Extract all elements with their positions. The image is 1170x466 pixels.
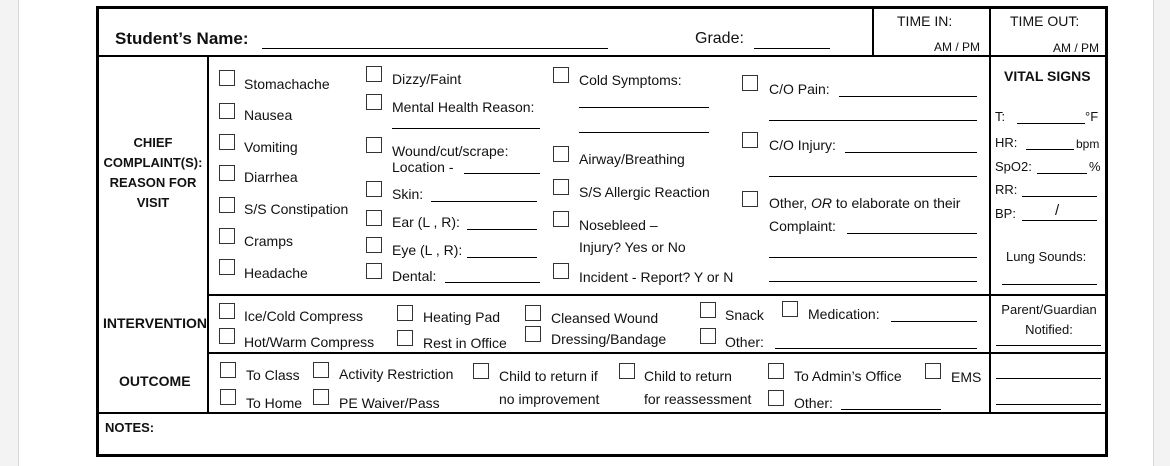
heating-pad-checkbox[interactable] <box>397 305 413 321</box>
outcome-vitals-field-1[interactable] <box>996 378 1101 379</box>
hr-label: HR: <box>995 135 1018 150</box>
cold-symptoms-checkbox[interactable] <box>553 67 569 83</box>
student-name-label: Student’s Name: <box>115 29 249 48</box>
dental-field[interactable] <box>445 282 540 283</box>
parent-notified-label: Parent/Guardian Notified: <box>1001 302 1097 337</box>
parent-notified-field[interactable] <box>996 345 1101 346</box>
constipation-checkbox[interactable] <box>219 197 235 213</box>
allergic-reaction-label: S/S Allergic Reaction <box>579 184 710 200</box>
activity-restriction-checkbox[interactable] <box>313 362 329 378</box>
notes-heading: NOTES: <box>105 420 155 435</box>
to-class-checkbox[interactable] <box>220 362 236 378</box>
admin-office-label: To Admin’s Office <box>794 368 902 384</box>
incident-checkbox[interactable] <box>553 263 569 279</box>
ear-field[interactable] <box>467 229 537 230</box>
spo2-field[interactable] <box>1037 173 1087 174</box>
cleansed-wound-label: Cleansed Wound <box>551 310 659 326</box>
pain-field-2[interactable] <box>769 120 977 121</box>
injury-checkbox[interactable] <box>742 132 758 148</box>
other-complaint-label: Other, OR to elaborate on their <box>769 195 961 211</box>
intervention-other-field[interactable] <box>775 348 977 349</box>
snack-label: Snack <box>725 307 764 323</box>
hr-unit: bpm <box>1076 137 1100 151</box>
intervention-other-checkbox[interactable] <box>700 328 716 344</box>
notes-divider <box>99 412 1105 414</box>
pain-field[interactable] <box>839 96 977 97</box>
time-out-label: TIME OUT: <box>1010 13 1080 29</box>
nosebleed-label: Nosebleed – <box>579 217 658 233</box>
skin-field[interactable] <box>431 201 537 202</box>
temp-field[interactable] <box>1017 123 1085 124</box>
wound-location-field[interactable] <box>464 173 540 174</box>
cold-symptoms-field-1[interactable] <box>579 107 709 108</box>
wound-checkbox[interactable] <box>366 137 382 153</box>
dizzy-checkbox[interactable] <box>366 66 382 82</box>
rest-in-office-label: Rest in Office <box>423 335 507 351</box>
outcome-other-field[interactable] <box>841 409 941 410</box>
dressing-bandage-label: Dressing/Bandage <box>551 331 667 347</box>
headache-label: Headache <box>244 265 308 281</box>
medication-field[interactable] <box>891 321 977 322</box>
lung-sounds-field[interactable] <box>1002 284 1097 285</box>
diarrhea-label: Diarrhea <box>244 169 298 185</box>
airway-checkbox[interactable] <box>553 146 569 162</box>
rest-in-office-checkbox[interactable] <box>397 330 413 346</box>
eye-checkbox[interactable] <box>366 237 382 253</box>
pain-checkbox[interactable] <box>742 75 758 91</box>
eye-label: Eye (L , R): <box>392 242 463 258</box>
time-in-am-pm: AM / PM <box>934 40 981 54</box>
incident-label: Incident - Report? Y or N <box>579 269 734 285</box>
nausea-checkbox[interactable] <box>219 103 235 119</box>
heating-pad-label: Heating Pad <box>423 309 501 325</box>
complaint-field[interactable] <box>847 233 977 234</box>
injury-field-2[interactable] <box>769 176 977 177</box>
stomachache-label: Stomachache <box>244 76 330 92</box>
to-home-label: To Home <box>246 395 303 411</box>
intervention-heading: INTERVENTION <box>103 315 207 331</box>
to-class-label: To Class <box>246 367 300 383</box>
wound-label: Wound/cut/scrape: <box>392 143 509 159</box>
complaint-label: Complaint: <box>769 218 836 234</box>
header-divider <box>99 55 1105 57</box>
headache-checkbox[interactable] <box>219 259 235 275</box>
injury-label: C/O Injury: <box>769 137 836 153</box>
grade-field[interactable] <box>754 48 830 49</box>
vomiting-label: Vomiting <box>244 139 298 155</box>
vital-signs-heading: VITAL SIGNS <box>1004 68 1091 84</box>
reassessment-label: for reassessment <box>644 391 752 407</box>
nosebleed-checkbox[interactable] <box>553 211 569 227</box>
dental-label: Dental: <box>392 268 437 284</box>
no-improvement-label: no improvement <box>499 391 600 407</box>
eye-field[interactable] <box>467 257 537 258</box>
return-if-label: Child to return if <box>499 368 598 384</box>
pe-waiver-checkbox[interactable] <box>313 389 329 405</box>
nausea-label: Nausea <box>244 107 293 123</box>
grade-label: Grade: <box>695 30 744 47</box>
time-in-divider <box>872 9 874 55</box>
injury-field[interactable] <box>845 152 977 153</box>
outcome-other-label: Other: <box>794 395 833 411</box>
snack-checkbox[interactable] <box>700 302 716 318</box>
outcome-divider <box>207 352 1105 354</box>
outcome-heading: OUTCOME <box>119 373 191 389</box>
constipation-label: S/S Constipation <box>244 201 349 217</box>
cold-symptoms-label: Cold Symptoms: <box>579 72 682 88</box>
medication-checkbox[interactable] <box>782 301 798 317</box>
mental-health-label: Mental Health Reason: <box>392 99 535 115</box>
rr-field[interactable] <box>1022 196 1097 197</box>
dressing-bandage-checkbox[interactable] <box>525 326 541 342</box>
activity-restriction-label: Activity Restriction <box>339 366 454 382</box>
cramps-checkbox[interactable] <box>219 228 235 244</box>
ear-checkbox[interactable] <box>366 210 382 226</box>
temp-unit: °F <box>1085 109 1099 124</box>
complaint-field-2[interactable] <box>769 257 977 258</box>
time-out-am-pm: AM / PM <box>1053 41 1100 55</box>
bp-label: BP: <box>995 206 1016 221</box>
ice-compress-label: Ice/Cold Compress <box>244 308 364 324</box>
intervention-other-label: Other: <box>725 334 764 350</box>
return-if-no-improvement-checkbox[interactable] <box>473 363 489 379</box>
temp-label: T: <box>995 109 1006 124</box>
bp-slash: / <box>1055 202 1060 219</box>
lung-sounds-label: Lung Sounds: <box>1006 249 1087 264</box>
stomachache-checkbox[interactable] <box>219 70 235 86</box>
spo2-label: SpO2: <box>995 159 1032 174</box>
admin-office-checkbox[interactable] <box>768 363 784 379</box>
cramps-label: Cramps <box>244 233 294 249</box>
hr-field[interactable] <box>1026 149 1074 150</box>
outcome-vitals-field-2[interactable] <box>996 404 1101 405</box>
health-office-visit-form <box>96 6 1108 457</box>
ems-label: EMS <box>951 369 982 385</box>
return-for-reassessment-checkbox[interactable] <box>619 363 635 379</box>
document-page <box>18 0 1154 466</box>
ems-checkbox[interactable] <box>925 363 941 379</box>
mental-health-field[interactable] <box>392 128 540 129</box>
airway-label: Airway/Breathing <box>579 151 685 167</box>
nosebleed-injury-label: Injury? Yes or No <box>579 239 686 255</box>
ice-compress-checkbox[interactable] <box>219 303 235 319</box>
hot-compress-label: Hot/Warm Compress <box>244 334 375 350</box>
rr-label: RR: <box>995 182 1018 197</box>
notes-field[interactable] <box>169 417 1099 453</box>
other-complaint-checkbox[interactable] <box>742 191 758 207</box>
medication-label: Medication: <box>808 306 880 322</box>
dental-checkbox[interactable] <box>366 263 382 279</box>
ear-label: Ear (L , R): <box>392 214 460 230</box>
time-in-label: TIME IN: <box>897 13 953 29</box>
bp-field[interactable] <box>1022 220 1097 221</box>
skin-label: Skin: <box>392 186 424 202</box>
vomiting-checkbox[interactable] <box>219 134 235 150</box>
complaint-field-3[interactable] <box>769 281 977 282</box>
dizzy-label: Dizzy/Faint <box>392 71 462 87</box>
allergic-reaction-checkbox[interactable] <box>553 179 569 195</box>
pe-waiver-label: PE Waiver/Pass <box>339 395 440 411</box>
skin-checkbox[interactable] <box>366 181 382 197</box>
label-column-divider <box>207 57 209 412</box>
cleansed-wound-checkbox[interactable] <box>525 305 541 321</box>
mental-health-checkbox[interactable] <box>366 94 382 110</box>
spo2-unit: % <box>1089 159 1101 174</box>
chief-complaint-heading: CHIEF COMPLAINT(S): REASON FOR VISIT <box>103 135 203 210</box>
intervention-divider <box>207 294 1105 296</box>
to-home-checkbox[interactable] <box>220 389 236 405</box>
pain-label: C/O Pain: <box>769 81 830 97</box>
outcome-other-checkbox[interactable] <box>768 390 784 406</box>
student-name-field[interactable] <box>262 48 608 49</box>
diarrhea-checkbox[interactable] <box>219 165 235 181</box>
cold-symptoms-field-2[interactable] <box>579 132 709 133</box>
hot-compress-checkbox[interactable] <box>219 328 235 344</box>
wound-location-label: Location - <box>392 159 454 175</box>
return-label: Child to return <box>644 368 732 384</box>
